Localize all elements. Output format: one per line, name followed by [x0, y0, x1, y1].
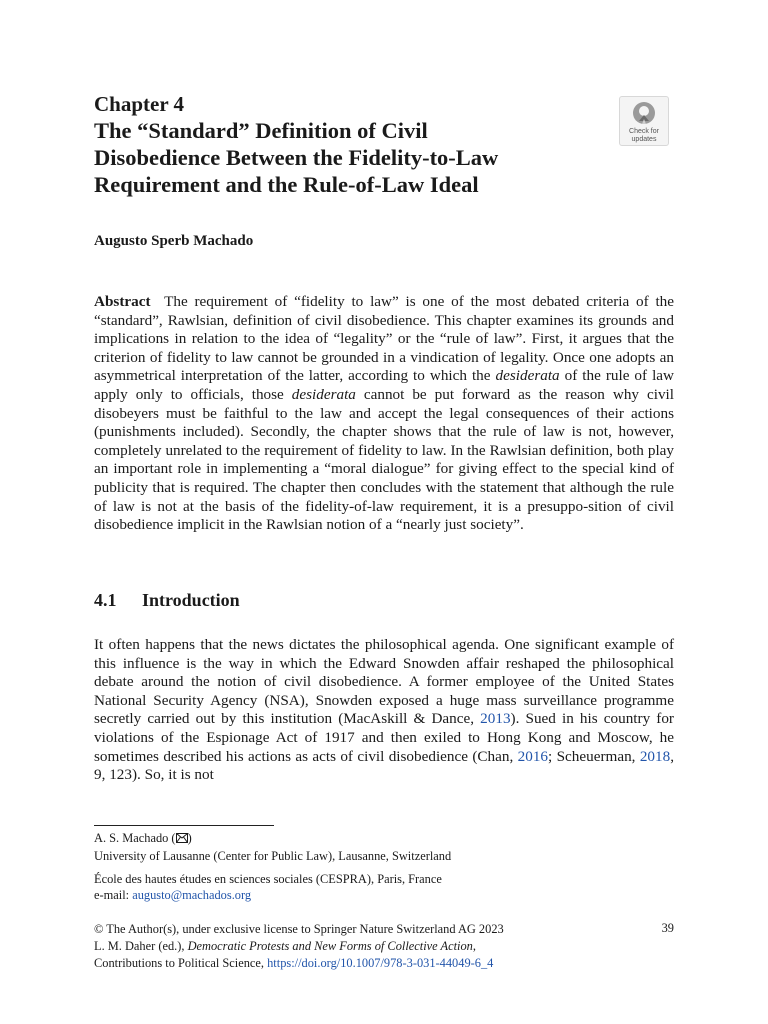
abstract-text: of the rule of law apply only to officials, those	[94, 367, 674, 403]
footnote-author-text: A. S. Machado (	[94, 831, 176, 845]
citation-line	[94, 938, 674, 955]
citation-text: ,	[472, 939, 476, 953]
badge-text-line: updates	[631, 136, 657, 143]
page	[94, 0, 674, 1024]
citation-link[interactable]: 2013	[480, 710, 511, 728]
citation-link[interactable]: 2016	[517, 747, 549, 765]
abstract-emphasis: desiderata	[495, 367, 560, 385]
email-link[interactable]: augusto@machados.org	[132, 888, 252, 902]
abstract-label: Abstract	[94, 293, 151, 310]
copyright-line: © The Author(s), under exclusive license to Springer Nature Switzerland AG 2023	[94, 922, 504, 936]
chapter-title-line: Requirement and the Rule-of-Law Ideal	[94, 172, 479, 197]
footnote-affiliation-1: University of Lausanne (Center for Public Law), Lausanne, Switzerland	[94, 849, 452, 863]
crossmark-icon	[631, 101, 657, 127]
intro-text: , 9, 123). So, it is not	[94, 747, 674, 784]
chapter-label: Chapter 4	[94, 92, 185, 116]
envelope-icon	[176, 833, 188, 843]
intro-paragraph	[94, 636, 674, 785]
doi-link[interactable]: https://doi.org/10.1007/978-3-031-44049-6_4	[267, 956, 494, 970]
author-name: Augusto Sperb Machado	[94, 233, 254, 249]
chapter-title	[94, 117, 634, 198]
citation-link[interactable]: 2018	[639, 747, 671, 765]
series-line	[94, 955, 674, 972]
footnote-affiliation-2: École des hautes études en sciences sociales (CESPRA), Paris, France	[94, 872, 442, 886]
intro-text: It often happens that the news dictates the philosophical agenda. One significant example of this influence is the way in which the Edward Snowden affair reshaped the philosophical debate around the notion of civil disobedience. A former employee of the United States National Security Agency (NSA), Snowden exposed a huge mass surveillance programme secretly carried out by this institution (MacAskill & Dance,	[94, 636, 674, 728]
section-heading	[94, 590, 240, 611]
book-title: Democratic Protests and New Forms of Collective Action	[187, 939, 473, 953]
abstract-text: The requirement of “fidelity to law” is one of the most debated criteria of the “standard”, Rawlsian, definition of civil disobedience. This chapter examines its grounds and implications in relation to the idea of “legality” or the “rule of law”. First, it argues that the criterion of fidelity to law cannot be grounded in a vindication of legality. Once one adopts an asymmetrical interpretation of the latter, according to which the	[94, 293, 675, 385]
footnote-author	[94, 830, 192, 846]
abstract-emphasis: desiderata	[291, 385, 356, 403]
page-number: 39	[661, 921, 674, 935]
email-label: e-mail:	[94, 888, 133, 902]
chapter-title-line: The “Standard” Definition of Civil	[94, 118, 428, 143]
badge-text-line: Check for	[629, 128, 659, 135]
citation-text: L. M. Daher (ed.),	[94, 939, 188, 953]
footnote-divider	[94, 825, 274, 826]
chapter-title-line: Disobedience Between the Fidelity-to-Law	[94, 145, 499, 170]
copyright-block	[94, 921, 674, 972]
footnote-author-text: )	[187, 831, 192, 845]
section-number: 4.1	[94, 590, 117, 610]
abstract	[94, 293, 674, 535]
section-title: Introduction	[142, 590, 240, 610]
footnote-email	[94, 887, 251, 903]
abstract-text: cannot be put forward as the reason why civil disobeyers must be faithful to the law and accept the legal consequences of their actions (punishments included). Secondly, the chapter shows that the rule of law is not, however, completely unrelated to the requirement of fidelity to law. In the Rawlsian definition, both play an important role in implementing a “moral dialogue” for giving effect to the special kind of publicity that is required. The chapter then concludes with the statement that although the rule of law is not at the basis of the fidelity-of-law requirement, it is a presuppo-sition of civil disobedience implicit in the Rawlsian notion of a “nearly just society”.	[94, 385, 674, 534]
check-for-updates-badge[interactable]	[619, 96, 669, 146]
series-text: Contributions to Political Science,	[94, 956, 268, 970]
intro-text: ). Sued in his country for violations of the Espionage Act of 1917 and then exiled to Hong Kong and Moscow, he sometimes described his actions as acts of civil disobedience (Chan,	[94, 710, 674, 765]
intro-text: ; Scheuerman,	[548, 747, 640, 765]
